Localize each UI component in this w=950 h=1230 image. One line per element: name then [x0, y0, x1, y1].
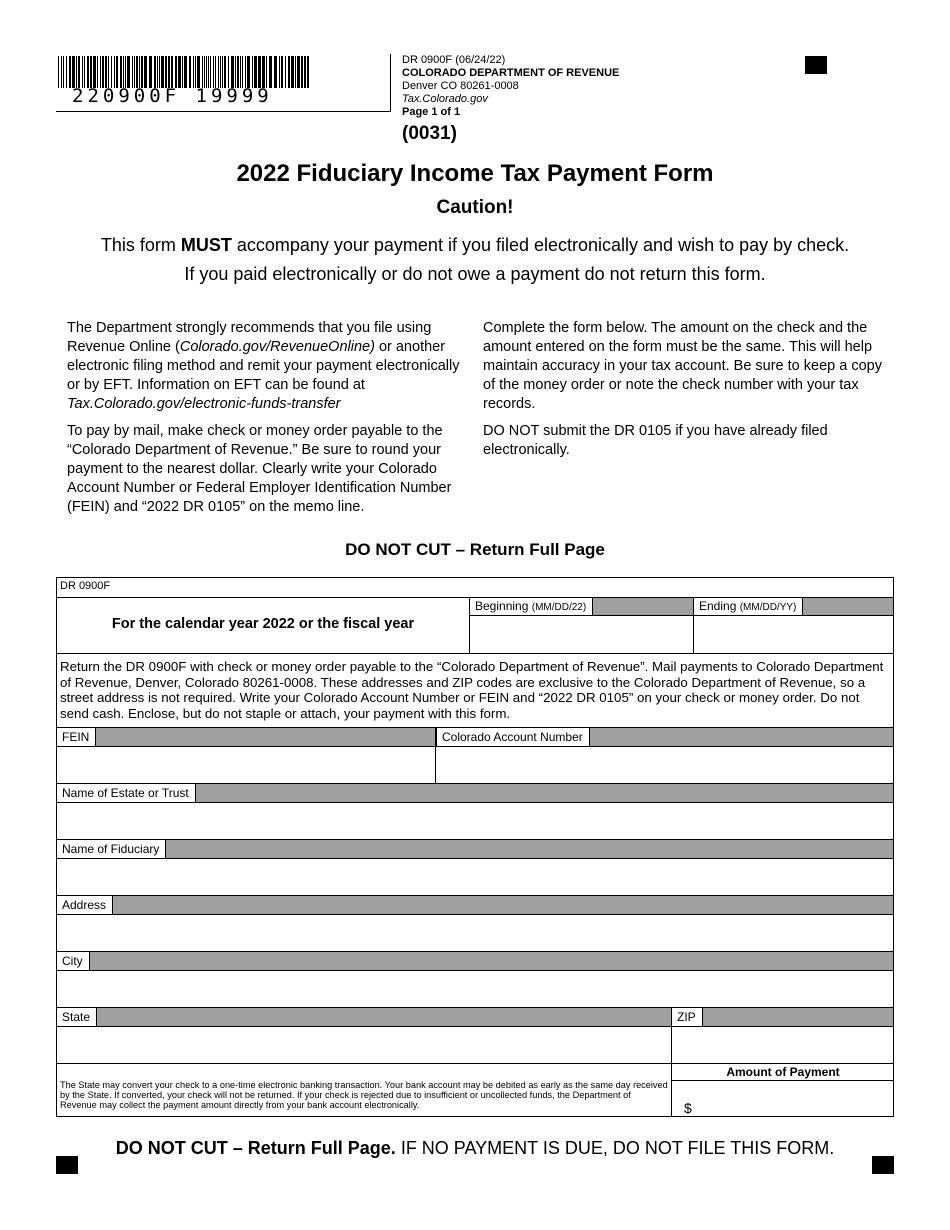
- header-divider-vertical: [390, 54, 391, 112]
- field-header-shade: [57, 896, 893, 914]
- barcode-number: 220900F 19999: [72, 85, 273, 107]
- fein-input[interactable]: [57, 747, 435, 783]
- fein-label: FEIN: [57, 728, 96, 746]
- mail-instructions: To pay by mail, make check or money order payable to the “Colorado Department of Revenue.” Be sure to round your payment to the nearest dollar. Clearly write your Colorado Account Number or Federal Employer Identification Number (FEIN) and “2022 DR 0105” on the memo line.: [67, 423, 452, 515]
- complete-form-instructions: Complete the form below. The amount on the check and the amount entered on the form must be the same. This will help maintain accuracy in your tax account. Be sure to keep a copy of the money order or note the check number with your tax records.: [483, 320, 882, 412]
- calendar-year-label: For the calendar year 2022 or the fiscal year: [111, 616, 415, 632]
- form-id: DR 0900F (06/24/22): [402, 54, 506, 66]
- revenue-online-link: Colorado.gov/RevenueOnline): [179, 339, 375, 355]
- barcode: [58, 56, 310, 88]
- instructions-right-column: [483, 319, 883, 468]
- do-not-cut-heading: DO NOT CUT – Return Full Page: [345, 540, 605, 559]
- fiduciary-name-input[interactable]: [57, 859, 893, 895]
- fiduciary-name-label: Name of Fiduciary: [57, 840, 166, 858]
- do-not-submit-note: DO NOT submit the DR 0105 if you have already filed electronically.: [483, 423, 828, 458]
- divider: [57, 1063, 893, 1064]
- instructions-left-column: [67, 319, 467, 525]
- estate-name-label: Name of Estate or Trust: [57, 784, 196, 802]
- notice-line-1: This form MUST accompany your payment if you filed electronically and wish to pay by check.: [100, 235, 850, 255]
- footer-notice: DO NOT CUT – Return Full Page. IF NO PAYMENT IS DUE, DO NOT FILE THIS FORM.: [115, 1138, 835, 1158]
- zip-label: ZIP: [671, 1008, 703, 1026]
- estate-name-input[interactable]: [57, 803, 893, 839]
- fiscal-year-ending-input[interactable]: [694, 616, 893, 653]
- account-number-input[interactable]: [436, 747, 893, 783]
- header-divider: [56, 111, 390, 112]
- field-header-shade: [57, 1008, 893, 1026]
- form-code-label: DR 0900F: [60, 580, 111, 592]
- amount-of-payment-label: Amount of Payment: [726, 1065, 840, 1079]
- notice-line-2: If you paid electronically or do not owe a payment do not return this form.: [184, 264, 766, 284]
- form-header-info: [402, 54, 619, 119]
- payment-form: [56, 577, 894, 1117]
- state-input[interactable]: [57, 1027, 671, 1063]
- alignment-marker-top-right: [805, 56, 827, 74]
- city-input[interactable]: [57, 971, 893, 1007]
- website: Tax.Colorado.gov: [402, 93, 488, 105]
- caution-heading: Caution!: [436, 197, 514, 218]
- page-number: Page 1 of 1: [402, 106, 461, 118]
- department-address: Denver CO 80261-0008: [402, 80, 519, 92]
- account-number-label: Colorado Account Number: [436, 728, 590, 746]
- zip-input[interactable]: [672, 1027, 893, 1063]
- efile-recommendation: The Department strongly recommends that you file using Revenue Online (Colorado.gov/RevenueOnline) or another electronic filing method and remit your payment electronically or by EFT. Information on EFT can be found at Tax.Colorado.gov/electronic-funds-transfer: [67, 320, 460, 412]
- state-label: State: [57, 1008, 97, 1026]
- page-title: 2022 Fiduciary Income Tax Payment Form: [236, 160, 714, 187]
- beginning-label: Beginning (MM/DD/22): [470, 598, 593, 615]
- amount-of-payment-input[interactable]: [697, 1081, 893, 1116]
- address-input[interactable]: [57, 915, 893, 951]
- field-header-shade: [57, 952, 893, 970]
- fiscal-year-beginning-input[interactable]: [470, 616, 693, 653]
- address-label: Address: [57, 896, 113, 914]
- divider: [57, 653, 893, 654]
- eft-link: Tax.Colorado.gov/electronic-funds-transfer: [67, 396, 341, 412]
- city-label: City: [57, 952, 90, 970]
- field-header-shade: [57, 840, 893, 858]
- department-name: COLORADO DEPARTMENT OF REVENUE: [402, 67, 620, 79]
- form-code: (0031): [402, 123, 457, 144]
- electronic-conversion-notice: The State may convert your check to a one-time electronic banking transaction. Your bank account may be debited as early as the same day received by the State. If converted, your check will not be returned. If your check is rejected due to insufficient or uncollected funds, the Department of Revenue may collect the payment amount directly from your bank account electronically.: [60, 1080, 668, 1110]
- form-instructions: Return the DR 0900F with check or money order payable to the “Colorado Department of Revenue”. Mail payments to Colorado Department of Revenue, Denver, Colorado 80261-0008. These addresses and ZIP codes are exclusive to the Colorado Department of Revenue, so a street address is not required. Write your Colorado Account Number or FEIN and “2022 DR 0105” on your check or money order. Do not send cash. Enclose, but do not staple or attach, your payment with this form.: [60, 659, 884, 721]
- ending-label: Ending (MM/DD/YY): [694, 598, 803, 615]
- dollar-sign: $: [684, 1100, 692, 1116]
